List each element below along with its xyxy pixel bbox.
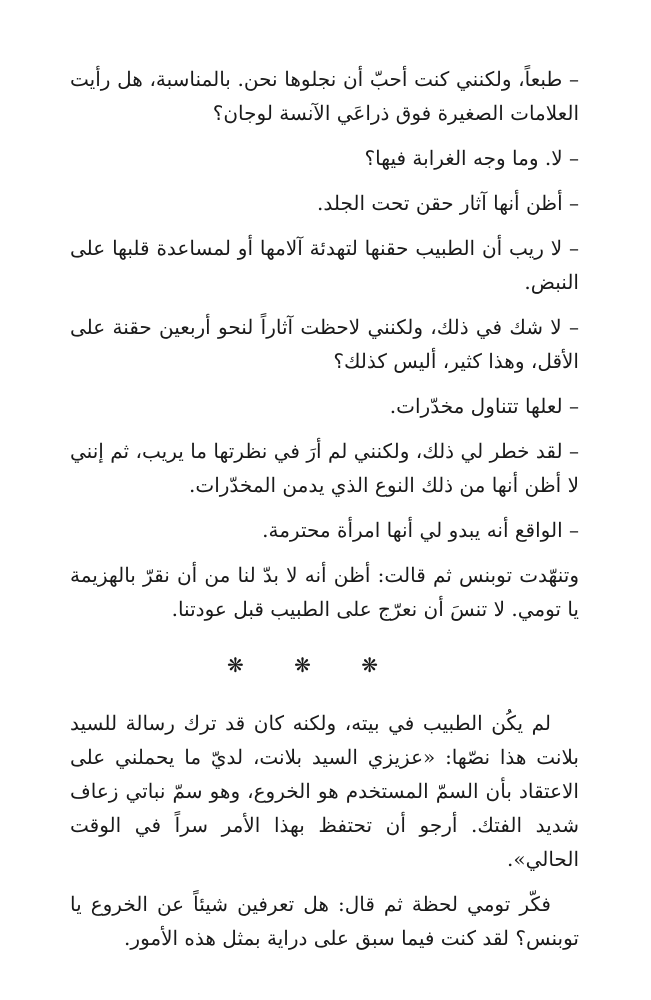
dialogue-paragraph-2: – لا. وما وجه الغرابة فيها؟ (364, 146, 579, 170)
dialogue-paragraph-4: – لا ريب أن الطبيب حقنها لتهدئة آلامها أو لمساعدة قلبها على النبض. (70, 236, 579, 294)
section-separator: ❋ ❋ ❋ (227, 653, 400, 677)
dialogue-paragraph-7: – لقد خطر لي ذلك، ولكنني لم أرَ في نظرتها ما يريب، ثم إنني لا أظن أنها من ذلك النوع الذي يدمن المخدّرات. (70, 439, 580, 497)
book-page (70, 62, 579, 966)
dialogue-paragraph-3: – أظن أنها آثار حقن تحت الجلد. (316, 191, 579, 215)
narration-paragraph-3: فكّر تومي لحظة ثم قال: هل تعرفين شيئاً عن الخروع يا توبنس؟ لقد كنت فيما سبق على دراية بمثل هذه الأمور. (70, 892, 579, 950)
dialogue-paragraph-5: – لا شك في ذلك، ولكنني لاحظت آثاراً لنحو أربعين حقنة على الأقل، وهذا كثير، أليس كذلك؟ (70, 315, 579, 373)
narration-paragraph-1: وتنهّدت توبنس ثم قالت: أظن أنه لا بدّ لنا من أن نقرّ بالهزيمة يا تومي. لا تنسَ أن نعرّج على الطبيب قبل عودتنا. (70, 563, 579, 621)
dialogue-paragraph-6: – لعلها تتناول مخدّرات. (389, 394, 579, 418)
dialogue-paragraph-1: – طبعاً، ولكنني كنت أحبّ أن نجلوها نحن. بالمناسبة، هل رأيت العلامات الصغيرة فوق ذراعَي الآنسة لوجان؟ (70, 67, 579, 125)
narration-paragraph-2: لم يكُن الطبيب في بيته، ولكنه كان قد ترك رسالة للسيد بلانت هذا نصّها: «عزيزي السيد بلانت، لديّ ما يحملني على الاعتقاد بأن السمّ المستخدم هو الخروع، وهو سمّ نباتي زعاف شديد الفتك. أرجو أن تحتفظ بهذا الأمر سراً في الوقت الحالي». (70, 711, 579, 871)
dialogue-paragraph-8: – الواقع أنه يبدو لي أنها امرأة محترمة. (262, 518, 579, 542)
